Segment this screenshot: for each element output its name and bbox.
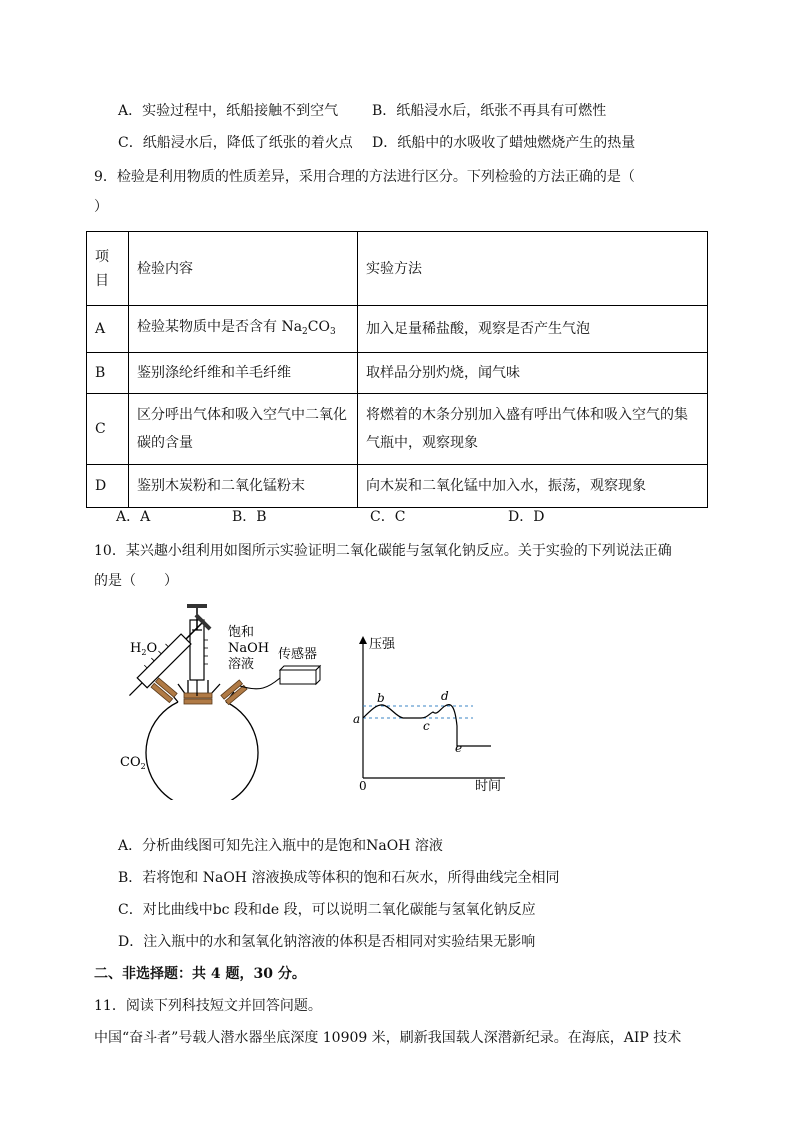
row-id: B bbox=[87, 353, 129, 394]
point-label-c: c bbox=[423, 719, 430, 733]
row-content-line2: 碳的含量 bbox=[137, 435, 193, 451]
row-id: D bbox=[87, 465, 129, 508]
row-content bbox=[129, 306, 358, 353]
table-row bbox=[87, 394, 708, 465]
sensor-wire bbox=[240, 678, 280, 689]
sensor-label: 传感器 bbox=[278, 647, 318, 662]
q9-option-d: D．D bbox=[508, 509, 545, 525]
q9-stem-close: ） bbox=[94, 199, 108, 215]
section-title: 二、非选择题：共 4 题，30 分。 bbox=[94, 966, 306, 982]
flask-body bbox=[146, 702, 258, 800]
formula-subscript: 2 bbox=[302, 326, 308, 337]
row-content bbox=[129, 394, 358, 465]
point-label-e: e bbox=[455, 741, 463, 755]
stopper-center bbox=[184, 693, 212, 698]
row-content: 鉴别涤纶纤维和羊毛纤维 bbox=[129, 353, 358, 394]
row-id: C bbox=[87, 394, 129, 465]
naoh-label-line3: 溶液 bbox=[228, 657, 255, 672]
row-method-line2: 气瓶中，观察现象 bbox=[366, 435, 478, 451]
origin-label: 0 bbox=[359, 779, 367, 793]
q9-option-a: A．A bbox=[116, 509, 151, 525]
header-item-line1: 项 bbox=[95, 248, 109, 265]
naoh-syringe-handle bbox=[187, 604, 207, 608]
table-row bbox=[87, 465, 708, 508]
pressure-graph bbox=[345, 630, 515, 800]
table-row bbox=[87, 353, 708, 394]
q8-option-a: A．实验过程中，纸船接触不到空气 bbox=[118, 103, 339, 119]
y-axis-arrow bbox=[359, 636, 367, 644]
q10-option-b: B．若将饱和 NaOH 溶液换成等体积的饱和石灰水，所得曲线完全相同 bbox=[118, 870, 560, 886]
point-label-a: a bbox=[353, 712, 361, 726]
naoh-syringe-scale bbox=[204, 640, 208, 664]
row-method: 加入足量稀盐酸，观察是否产生气泡 bbox=[358, 306, 708, 353]
q10-option-a: A．分析曲线图可知先注入瓶中的是饱和NaOH 溶液 bbox=[118, 838, 443, 854]
row-method bbox=[358, 394, 708, 465]
row-content-line1: 区分呼出气体和吸入空气中二氧化 bbox=[137, 407, 347, 423]
row-method: 取样品分别灼烧，闻气味 bbox=[358, 353, 708, 394]
point-label-b: b bbox=[377, 691, 385, 705]
formula-text: CO bbox=[307, 318, 330, 335]
q8-option-b: B．纸船浸水后，纸张不再具有可燃性 bbox=[372, 103, 607, 119]
table-header-row bbox=[87, 232, 708, 306]
stopper-left bbox=[151, 678, 177, 703]
naoh-label-line1: 饱和 bbox=[228, 625, 255, 640]
co2-label: $CO_2$ bbox=[120, 755, 146, 771]
q9-stem: 9．检验是利用物质的性质差异，采用合理的方法进行区分。下列检验的方法正确的是（ bbox=[94, 169, 635, 185]
h2o-label: $H_2O$ bbox=[130, 641, 158, 657]
q10-stem: 10．某兴趣小组利用如图所示实验证明二氧化碳能与氢氧化钠反应。关于实验的下列说法正确 bbox=[94, 543, 672, 559]
q11-passage: 中国“奋斗者”号载人潜水器坐底深度 10909 米，刷新我国载人深潜新纪录。在海底，AIP 技术 bbox=[94, 1030, 682, 1046]
q11-stem: 11．阅读下列科技短文并回答问题。 bbox=[94, 998, 322, 1014]
sensor-box bbox=[280, 666, 320, 684]
row-id: A bbox=[87, 306, 129, 353]
header-item-line2: 目 bbox=[95, 272, 109, 289]
naoh-label-line2: NaOH bbox=[228, 641, 270, 656]
point-label-d: d bbox=[441, 689, 449, 703]
row-content: 鉴别木炭粉和二氧化锰粉末 bbox=[129, 465, 358, 508]
q8-option-c: C．纸船浸水后，降低了纸张的着火点 bbox=[118, 135, 353, 151]
row-content-text: 检验某物质中是否含有 Na bbox=[137, 318, 303, 335]
q9-option-b: B．B bbox=[232, 509, 267, 525]
q8-option-d: D．纸船中的水吸收了蜡烛燃烧产生的热量 bbox=[372, 135, 636, 151]
y-axis-label: 压强 bbox=[369, 637, 396, 652]
q9-table bbox=[86, 231, 708, 508]
formula-subscript: 3 bbox=[329, 326, 336, 337]
stopper-center-2 bbox=[184, 699, 212, 704]
header-content: 检验内容 bbox=[129, 232, 358, 306]
q10-stem-line2: 的是（ ） bbox=[94, 573, 178, 589]
header-method: 实验方法 bbox=[358, 232, 708, 306]
header-item bbox=[87, 232, 129, 306]
apparatus-figure bbox=[90, 600, 330, 800]
q10-option-d: D．注入瓶中的水和氢氧化钠溶液的体积是否相同对实验结果无影响 bbox=[118, 934, 536, 950]
table-row bbox=[87, 306, 708, 353]
x-axis-label: 时间 bbox=[475, 779, 502, 794]
row-method: 向木炭和二氧化锰中加入水，振荡，观察现象 bbox=[358, 465, 708, 508]
row-method-line1: 将燃着的木条分别加入盛有呼出气体和吸入空气的集 bbox=[366, 407, 688, 423]
q10-option-c: C．对比曲线中bc 段和de 段，可以说明二氧化碳能与氢氧化钠反应 bbox=[118, 902, 536, 918]
q9-option-c: C．C bbox=[370, 509, 406, 525]
